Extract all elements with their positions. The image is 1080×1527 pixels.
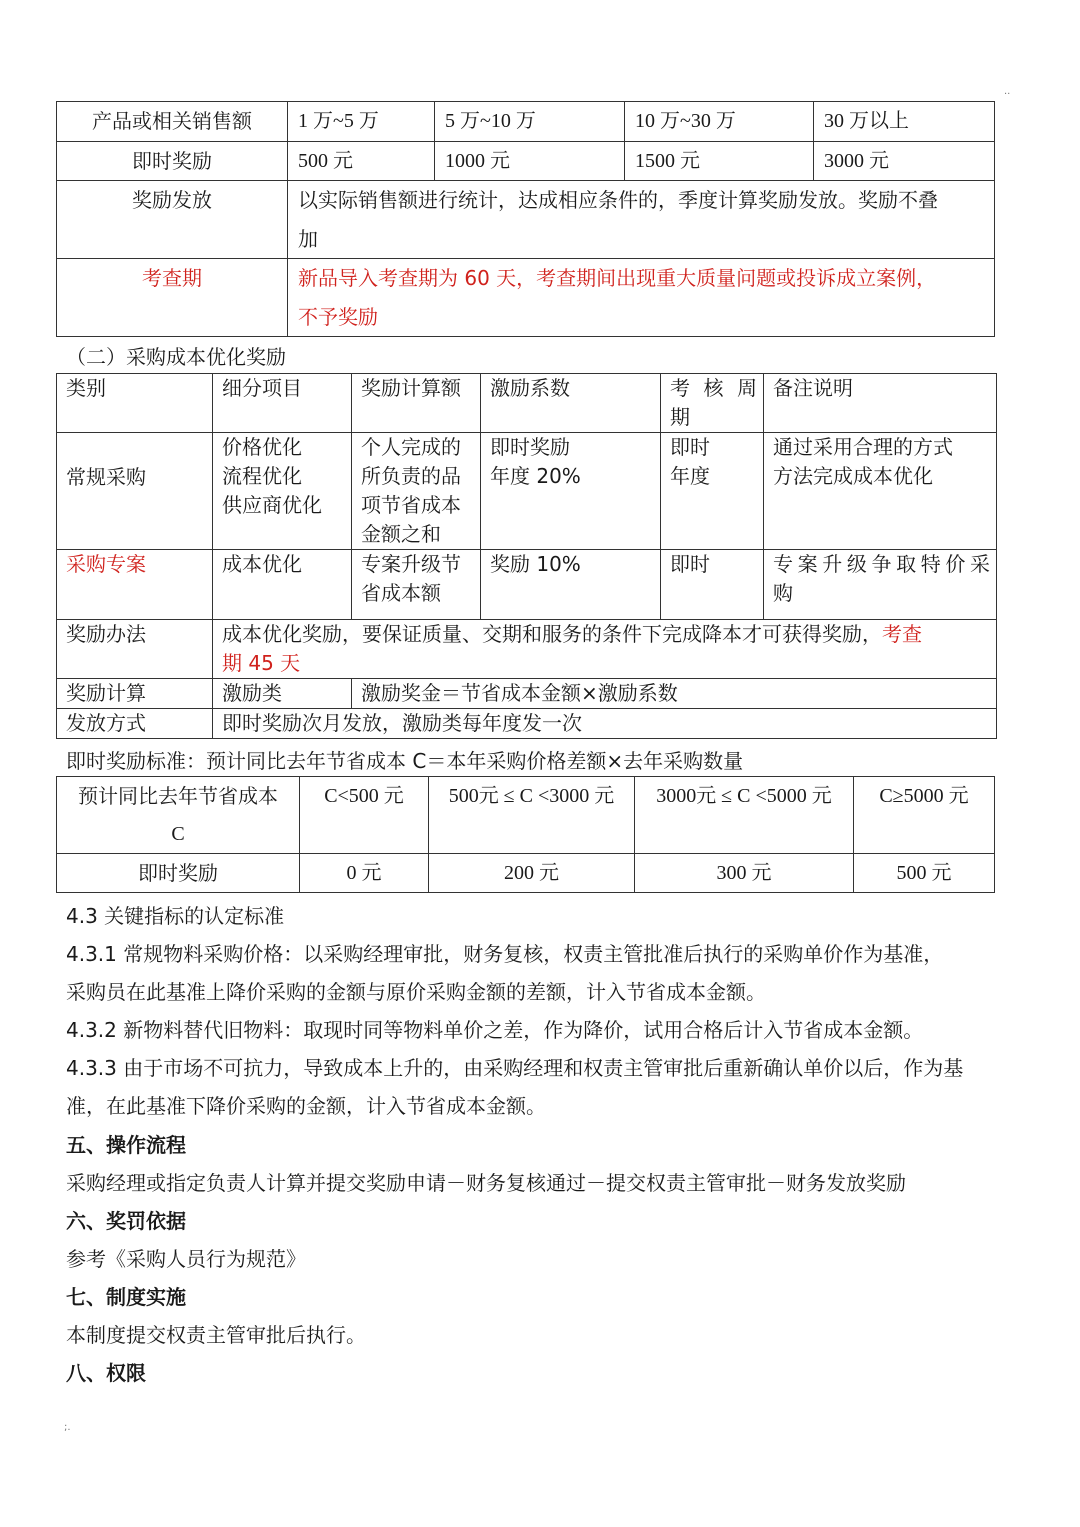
text-line: 常规采购 xyxy=(66,464,146,489)
table-row xyxy=(57,679,997,709)
text-line: 方法完成成本优化 xyxy=(773,464,933,488)
table-cell: 200 元 xyxy=(429,854,635,893)
table-cell: 激励系数 xyxy=(481,374,661,433)
table-cell: 类别 xyxy=(57,374,213,433)
table-cell: 10 万~30 万 xyxy=(625,102,814,142)
table-cell xyxy=(661,374,764,433)
table-cell xyxy=(661,433,764,550)
table-cell: 500元 ≤ C <3000 元 xyxy=(429,777,635,854)
section-title: （二）采购成本优化奖励 xyxy=(66,345,286,369)
table-cell xyxy=(57,433,213,550)
table-cell xyxy=(481,433,661,550)
table-cell: 30 万以上 xyxy=(814,102,995,142)
table-row xyxy=(57,709,997,739)
table-cell: 1000 元 xyxy=(435,141,625,181)
table-row xyxy=(57,777,995,854)
table-row xyxy=(57,141,995,181)
text-line: C xyxy=(171,823,185,845)
text-line: 价格优化 xyxy=(222,435,302,459)
table-cell: 3000元 ≤ C <5000 元 xyxy=(635,777,854,854)
text-line: 供应商优化 xyxy=(222,493,322,517)
table-cell: 即时 xyxy=(661,550,764,620)
table-cell: 考查期 xyxy=(57,259,288,337)
text-line: 专案升级争取特价采 xyxy=(773,552,990,576)
text-span: 考查 xyxy=(882,622,922,646)
table-row xyxy=(57,259,995,337)
table-cell xyxy=(764,433,997,550)
table-cell: 发放方式 xyxy=(57,709,213,739)
section-heading: 五、操作流程 xyxy=(66,1133,186,1157)
table-cell: 500 元 xyxy=(854,854,995,893)
section-heading: 八、权限 xyxy=(66,1361,146,1385)
paragraph-line: 采购员在此基准上降价采购的金额与原价采购金额的差额，计入节省成本金额。 xyxy=(66,980,766,1004)
table-cell: 激励类 xyxy=(213,679,352,709)
text-span: 成本优化奖励，要保证质量、交期和服务的条件下完成降本才可获得奖励， xyxy=(222,622,882,646)
table-cell xyxy=(288,181,995,259)
section-heading: 4.3 关键指标的认定标准 xyxy=(66,904,285,928)
table-cell xyxy=(213,620,997,679)
table-cell xyxy=(57,777,300,854)
corner-mark-bottom: ;. xyxy=(64,1422,71,1433)
table-cell: 1 万~5 万 xyxy=(288,102,435,142)
text-line: 不予奖励 xyxy=(298,304,378,329)
text-line: 即时奖励 xyxy=(490,435,570,459)
text-line: 加 xyxy=(298,226,318,251)
table-cell: 300 元 xyxy=(635,854,854,893)
table-cell: 即时奖励次月发放，激励类每年度发一次 xyxy=(213,709,997,739)
table-cell xyxy=(288,259,995,337)
table-row xyxy=(57,433,997,550)
paragraph-line: 4.3.1 常规物料采购价格：以采购经理审批，财务复核，权责主管批准后执行的采购单价作为基准， xyxy=(66,942,944,966)
text-line: 新品导入考查期为 60 天，考查期间出现重大质量问题或投诉成立案例， xyxy=(298,266,937,290)
table-cell xyxy=(764,550,997,620)
text-line: 考 核 周 xyxy=(670,376,757,400)
table-cell: C≥5000 元 xyxy=(854,777,995,854)
table-cell: 即时奖励 xyxy=(57,141,288,181)
table-cell: 奖励 10% xyxy=(481,550,661,620)
paragraph-line: 参考《采购人员行为规范》 xyxy=(66,1247,306,1271)
table-row xyxy=(57,854,995,893)
text-span: 期 45 天 xyxy=(222,651,301,675)
cost-optimization-table xyxy=(56,373,997,739)
sales-reward-table xyxy=(56,101,995,337)
table-row xyxy=(57,550,997,620)
paragraph-line: 4.3.2 新物料替代旧物料：取现时同等物料单价之差，作为降价，试用合格后计入节省成本金额。 xyxy=(66,1018,924,1042)
paragraph-line: 采购经理或指定负责人计算并提交奖励申请－财务复核通过－提交权责主管审批－财务发放奖励 xyxy=(66,1171,906,1195)
table-cell: 奖励计算额 xyxy=(352,374,481,433)
instant-reward-table xyxy=(56,776,995,893)
table-cell xyxy=(213,433,352,550)
text-line: 通过采用合理的方式 xyxy=(773,435,953,459)
table-row xyxy=(57,181,995,259)
text-line: 购 xyxy=(773,581,793,605)
text-line: 年度 20% xyxy=(490,464,581,488)
table-cell: 成本优化 xyxy=(213,550,352,620)
text-line: 个人完成的 xyxy=(361,435,461,459)
table-row xyxy=(57,374,997,433)
text-line: 期 xyxy=(670,405,690,429)
text-line: 金额之和 xyxy=(361,522,441,546)
paragraph-line: 本制度提交权责主管审批后执行。 xyxy=(66,1323,366,1347)
table-cell: 3000 元 xyxy=(814,141,995,181)
text-line: 所负责的品 xyxy=(361,464,461,488)
text-line: 专案升级节 xyxy=(361,552,461,576)
table-cell: 备注说明 xyxy=(764,374,997,433)
paragraph-line: 4.3.3 由于市场不可抗力，导致成本上升的，由采购经理和权责主管审批后重新确认单价以后，作为基 xyxy=(66,1056,964,1080)
text-line: 年度 xyxy=(670,464,710,488)
table-cell: 采购专案 xyxy=(57,550,213,620)
table-cell: 1500 元 xyxy=(625,141,814,181)
table-cell: 0 元 xyxy=(300,854,429,893)
table-row xyxy=(57,620,997,679)
text-line: 即时 xyxy=(670,435,710,459)
section-heading: 六、奖罚依据 xyxy=(66,1209,186,1233)
instant-standard-text: 即时奖励标准：预计同比去年节省成本 C＝本年采购价格差额×去年采购数量 xyxy=(66,749,744,773)
table-cell: 奖励办法 xyxy=(57,620,213,679)
table-cell xyxy=(352,550,481,620)
table-cell: 5 万~10 万 xyxy=(435,102,625,142)
table-row xyxy=(57,102,995,142)
table-cell: 奖励计算 xyxy=(57,679,213,709)
table-cell: 激励奖金＝节省成本金额×激励系数 xyxy=(352,679,997,709)
table-cell: 500 元 xyxy=(288,141,435,181)
table-cell: 即时奖励 xyxy=(57,854,300,893)
table-cell: 产品或相关销售额 xyxy=(57,102,288,142)
text-line: 流程优化 xyxy=(222,464,302,488)
table-cell: 细分项目 xyxy=(213,374,352,433)
paragraph-line: 准，在此基准下降价采购的金额，计入节省成本金额。 xyxy=(66,1094,546,1118)
text-line: 项节省成本 xyxy=(361,493,461,517)
text-line: 以实际销售额进行统计，达成相应条件的，季度计算奖励发放。奖励不叠 xyxy=(298,188,938,212)
table-cell xyxy=(352,433,481,550)
table-cell: C<500 元 xyxy=(300,777,429,854)
table-cell: 奖励发放 xyxy=(57,181,288,259)
corner-mark-top: .. xyxy=(1004,86,1011,97)
text-line: 省成本额 xyxy=(361,581,441,605)
text-line: 预计同比去年节省成本 xyxy=(78,784,278,808)
section-heading: 七、制度实施 xyxy=(66,1285,186,1309)
